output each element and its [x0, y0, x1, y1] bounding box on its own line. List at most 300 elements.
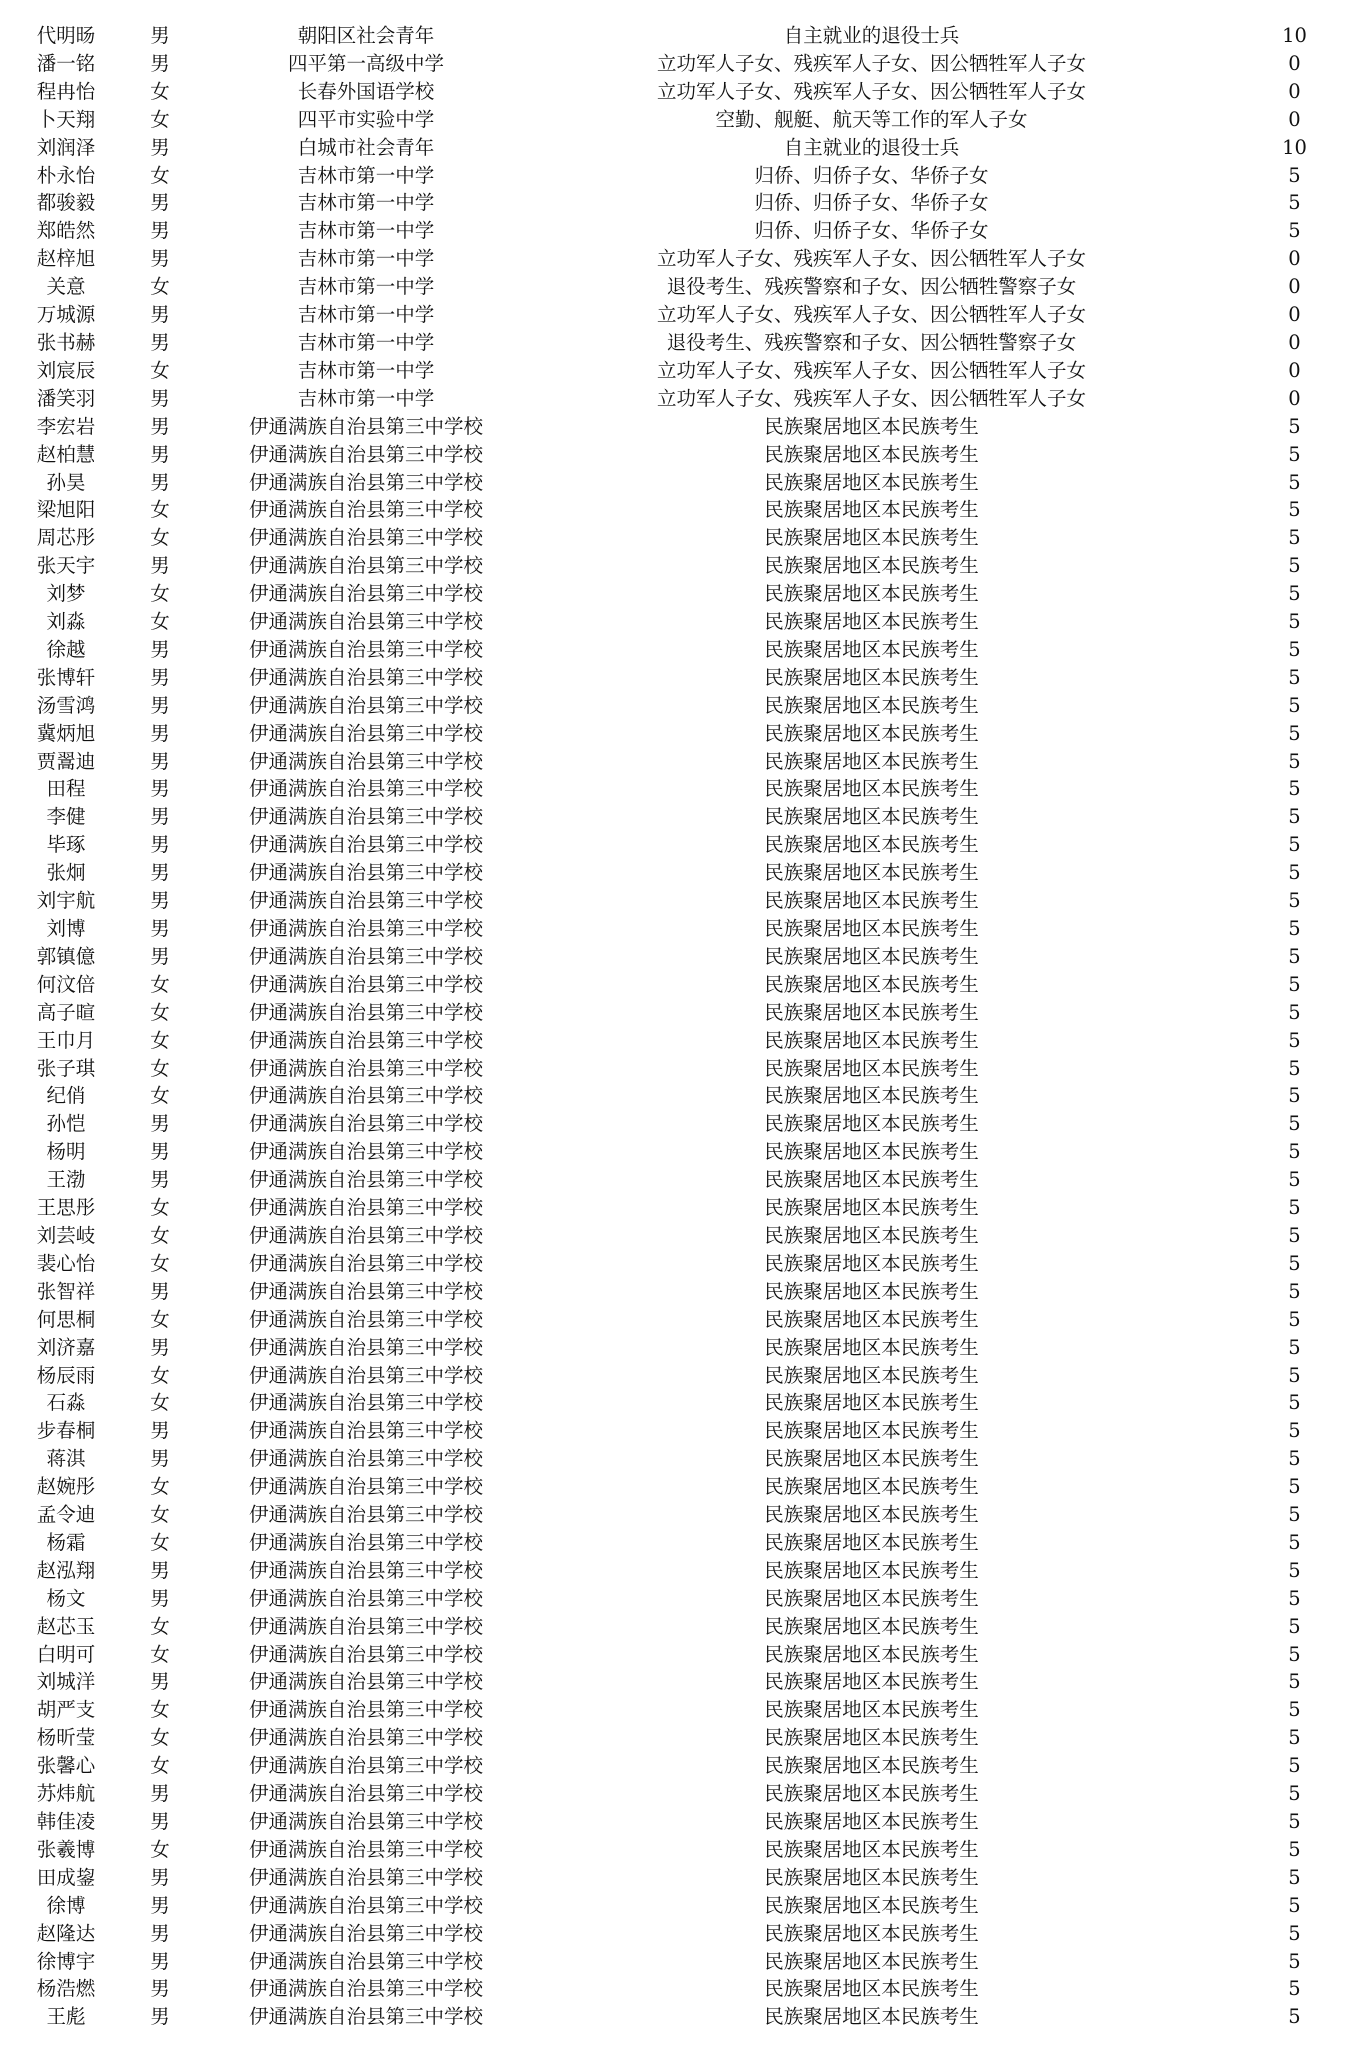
cell-name: 杨文: [46, 1586, 86, 1610]
cell-gender: 男: [150, 665, 170, 689]
table-row: [26, 1780, 1364, 1808]
cell-gender: 男: [150, 1419, 170, 1443]
cell-gender: 男: [150, 1810, 170, 1833]
cell-points: 5: [1288, 1698, 1301, 1722]
cell-points: 5: [1288, 1865, 1301, 1889]
cell-name: 何思桐: [36, 1307, 96, 1331]
cell-name: 刘济嘉: [36, 1335, 96, 1359]
cell-policy: 归侨、归侨子女、华侨子女: [754, 163, 989, 187]
cell-points: 5: [1288, 163, 1301, 187]
table-row: [26, 162, 1364, 190]
cell-gender: 女: [150, 1196, 170, 1220]
cell-policy: 民族聚居地区本民族考生: [764, 470, 979, 494]
cell-points: 5: [1288, 777, 1301, 801]
cell-school: 吉林市第一中学: [297, 330, 435, 354]
cell-name: 李宏岩: [36, 414, 96, 438]
cell-school: 吉林市第一中学: [297, 358, 435, 382]
cell-name: 李健: [46, 805, 86, 829]
cell-gender: 女: [150, 1503, 170, 1527]
cell-policy: 民族聚居地区本民族考生: [764, 861, 979, 885]
table-row: [26, 608, 1364, 636]
table-row: [26, 1278, 1364, 1306]
cell-school: 伊通满族自治县第三中学校: [248, 526, 483, 550]
table-row: [26, 971, 1364, 999]
cell-name: 王思彤: [36, 1196, 96, 1220]
cell-name: 杨霜: [46, 1530, 86, 1554]
cell-policy: 民族聚居地区本民族考生: [764, 1363, 979, 1387]
cell-policy: 民族聚居地区本民族考生: [764, 1196, 979, 1220]
cell-points: 10: [1282, 135, 1307, 159]
cell-school: 伊通满族自治县第三中学校: [248, 1335, 483, 1359]
cell-policy: 民族聚居地区本民族考生: [764, 1307, 979, 1331]
cell-gender: 男: [150, 1335, 170, 1359]
cell-policy: 民族聚居地区本民族考生: [764, 1168, 979, 1192]
cell-school: 伊通满族自治县第三中学校: [248, 498, 483, 522]
cell-gender: 女: [150, 1726, 170, 1750]
cell-name: 徐越: [46, 637, 86, 661]
cell-points: 5: [1288, 1335, 1301, 1359]
cell-policy: 民族聚居地区本民族考生: [764, 1921, 979, 1945]
cell-name: 步春桐: [36, 1419, 96, 1443]
cell-school: 伊通满族自治县第三中学校: [248, 1363, 483, 1387]
table-row: [26, 1138, 1364, 1166]
cell-name: 石淼: [46, 1391, 86, 1415]
cell-gender: 女: [150, 1056, 170, 1080]
cell-gender: 男: [150, 303, 170, 327]
cell-gender: 男: [150, 1586, 170, 1610]
cell-policy: 民族聚居地区本民族考生: [764, 1475, 979, 1499]
table-row: [26, 1696, 1364, 1724]
table-row: [26, 1445, 1364, 1473]
table-row: [26, 1417, 1364, 1445]
cell-name: 赵隆达: [36, 1921, 96, 1945]
cell-policy: 民族聚居地区本民族考生: [764, 917, 979, 940]
cell-school: 伊通满族自治县第三中学校: [248, 721, 483, 745]
cell-policy: 民族聚居地区本民族考生: [764, 1837, 979, 1861]
cell-school: 伊通满族自治县第三中学校: [248, 1475, 483, 1499]
cell-school: 伊通满族自治县第三中学校: [248, 1140, 483, 1164]
cell-gender: 男: [150, 805, 170, 829]
cell-name: 何汶倍: [36, 972, 96, 996]
cell-name: 张智祥: [36, 1279, 96, 1303]
cell-gender: 男: [150, 386, 170, 410]
cell-name: 贾翯迪: [36, 749, 96, 773]
table-row: [26, 1557, 1364, 1585]
table-row: [26, 217, 1364, 245]
table-row: [26, 50, 1364, 78]
cell-school: 伊通满族自治县第三中学校: [248, 1642, 483, 1666]
cell-policy: 民族聚居地区本民族考生: [764, 554, 979, 578]
cell-school: 伊通满族自治县第三中学校: [248, 1391, 483, 1415]
cell-school: 伊通满族自治县第三中学校: [248, 1558, 483, 1582]
cell-gender: 男: [150, 889, 170, 913]
cell-points: 5: [1288, 1503, 1301, 1527]
cell-name: 蒋淇: [46, 1447, 86, 1471]
cell-points: 5: [1288, 1558, 1301, 1582]
table-row: [26, 1362, 1364, 1390]
cell-policy: 民族聚居地区本民族考生: [764, 637, 979, 661]
cell-name: 刘博: [46, 917, 86, 940]
table-row: [26, 2003, 1364, 2031]
cell-name: 程冉怡: [36, 79, 96, 103]
cell-gender: 男: [150, 442, 170, 466]
cell-points: 0: [1288, 247, 1301, 271]
cell-policy: 民族聚居地区本民族考生: [764, 1056, 979, 1080]
cell-policy: 民族聚居地区本民族考生: [764, 833, 979, 857]
cell-policy: 民族聚居地区本民族考生: [764, 1865, 979, 1889]
table-row: [26, 189, 1364, 217]
cell-name: 胡严支: [36, 1698, 96, 1722]
cell-policy: 民族聚居地区本民族考生: [764, 972, 979, 996]
cell-name: 王彪: [46, 2005, 86, 2029]
cell-policy: 民族聚居地区本民族考生: [764, 749, 979, 773]
cell-policy: 自主就业的退役士兵: [783, 24, 960, 47]
cell-school: 伊通满族自治县第三中学校: [248, 1977, 483, 2001]
cell-name: 张天宇: [36, 554, 96, 578]
cell-name: 刘淼: [46, 610, 86, 634]
cell-points: 5: [1288, 1949, 1301, 1973]
table-row: [26, 636, 1364, 664]
cell-name: 徐博: [46, 1893, 86, 1917]
cell-points: 5: [1288, 498, 1301, 522]
cell-policy: 民族聚居地区本民族考生: [764, 1084, 979, 1108]
cell-gender: 女: [150, 972, 170, 996]
cell-policy: 民族聚居地区本民族考生: [764, 1614, 979, 1638]
table-row: [26, 385, 1364, 413]
cell-policy: 民族聚居地区本民族考生: [764, 777, 979, 801]
cell-policy: 民族聚居地区本民族考生: [764, 1810, 979, 1833]
cell-school: 伊通满族自治县第三中学校: [248, 1810, 483, 1833]
cell-policy: 民族聚居地区本民族考生: [764, 693, 979, 717]
cell-policy: 民族聚居地区本民族考生: [764, 442, 979, 466]
cell-policy: 立功军人子女、残疾军人子女、因公牺牲军人子女: [656, 358, 1086, 382]
cell-gender: 男: [150, 1977, 170, 2001]
table-row: [26, 775, 1364, 803]
cell-school: 伊通满族自治县第三中学校: [248, 1614, 483, 1638]
cell-points: 5: [1288, 414, 1301, 438]
table-row: [26, 106, 1364, 134]
cell-points: 5: [1288, 1530, 1301, 1554]
cell-name: 万城源: [36, 303, 96, 327]
cell-name: 刘润泽: [36, 135, 96, 159]
cell-school: 伊通满族自治县第三中学校: [248, 1503, 483, 1527]
cell-policy: 民族聚居地区本民族考生: [764, 1419, 979, 1443]
cell-points: 0: [1288, 51, 1301, 75]
table-row: [26, 1864, 1364, 1892]
cell-school: 伊通满族自治县第三中学校: [248, 610, 483, 634]
cell-points: 5: [1288, 1837, 1301, 1861]
cell-name: 潘一铭: [36, 51, 96, 75]
cell-policy: 民族聚居地区本民族考生: [764, 889, 979, 913]
table-row: [26, 1920, 1364, 1948]
cell-points: 5: [1288, 721, 1301, 745]
table-row: [26, 1250, 1364, 1278]
table-row: [26, 1529, 1364, 1557]
cell-name: 刘宇航: [36, 889, 96, 913]
cell-name: 赵柏慧: [36, 442, 96, 466]
cell-points: 5: [1288, 219, 1301, 243]
table-row: [26, 664, 1364, 692]
cell-gender: 女: [150, 1754, 170, 1778]
cell-gender: 男: [150, 861, 170, 885]
cell-points: 5: [1288, 1893, 1301, 1917]
cell-points: 5: [1288, 637, 1301, 661]
cell-school: 吉林市第一中学: [297, 163, 435, 187]
cell-points: 5: [1288, 1196, 1301, 1220]
cell-school: 伊通满族自治县第三中学校: [248, 861, 483, 885]
cell-policy: 民族聚居地区本民族考生: [764, 414, 979, 438]
table-row: [26, 1613, 1364, 1641]
cell-name: 张炯: [46, 861, 86, 885]
cell-name: 张子琪: [36, 1056, 96, 1080]
cell-policy: 民族聚居地区本民族考生: [764, 1698, 979, 1722]
cell-gender: 女: [150, 275, 170, 299]
table-row: [26, 720, 1364, 748]
cell-name: 张馨心: [36, 1754, 96, 1778]
cell-school: 伊通满族自治县第三中学校: [248, 1419, 483, 1443]
cell-points: 5: [1288, 1475, 1301, 1499]
cell-policy: 民族聚居地区本民族考生: [764, 721, 979, 745]
cell-school: 伊通满族自治县第三中学校: [248, 1307, 483, 1331]
cell-points: 5: [1288, 1447, 1301, 1471]
cell-points: 5: [1288, 1977, 1301, 2001]
cell-gender: 男: [150, 917, 170, 940]
table-row: [26, 999, 1364, 1027]
cell-gender: 男: [150, 1140, 170, 1164]
table-row: [26, 1055, 1364, 1083]
cell-name: 徐博宇: [36, 1949, 96, 1973]
table-row: [26, 1027, 1364, 1055]
cell-name: 孙恺: [46, 1112, 86, 1136]
cell-points: 5: [1288, 1810, 1301, 1833]
cell-name: 赵泓翔: [36, 1558, 96, 1582]
cell-name: 田成鋆: [36, 1865, 96, 1889]
cell-school: 四平第一高级中学: [287, 51, 444, 75]
cell-school: 伊通满族自治县第三中学校: [248, 1168, 483, 1192]
cell-gender: 男: [150, 1670, 170, 1694]
cell-school: 伊通满族自治县第三中学校: [248, 805, 483, 829]
cell-school: 吉林市第一中学: [297, 191, 435, 215]
cell-gender: 男: [150, 219, 170, 243]
cell-points: 5: [1288, 1921, 1301, 1945]
cell-policy: 归侨、归侨子女、华侨子女: [754, 219, 989, 243]
cell-gender: 女: [150, 1475, 170, 1499]
cell-points: 5: [1288, 1307, 1301, 1331]
cell-gender: 男: [150, 1558, 170, 1582]
table-row: [26, 580, 1364, 608]
cell-name: 张书赫: [36, 330, 96, 354]
cell-gender: 男: [150, 1865, 170, 1889]
cell-school: 伊通满族自治县第三中学校: [248, 1949, 483, 1973]
cell-gender: 女: [150, 79, 170, 103]
cell-points: 5: [1288, 944, 1301, 968]
roster-table-body: [26, 22, 1364, 2031]
table-row: [26, 1222, 1364, 1250]
table-row: [26, 496, 1364, 524]
cell-policy: 民族聚居地区本民族考生: [764, 582, 979, 606]
cell-name: 刘芸岐: [36, 1223, 96, 1247]
cell-points: 0: [1288, 386, 1301, 410]
cell-school: 吉林市第一中学: [297, 386, 435, 410]
cell-name: 郭镇億: [36, 944, 96, 968]
cell-name: 毕琢: [46, 833, 86, 857]
table-row: [26, 1975, 1364, 2003]
cell-gender: 男: [150, 191, 170, 215]
cell-policy: 退役考生、残疾警察和子女、因公牺牲警察子女: [666, 275, 1077, 299]
table-row: [26, 134, 1364, 162]
cell-name: 刘梦: [46, 582, 86, 606]
table-row: [26, 915, 1364, 943]
cell-policy: 民族聚居地区本民族考生: [764, 1251, 979, 1275]
cell-name: 刘宸辰: [36, 358, 96, 382]
cell-points: 5: [1288, 1168, 1301, 1192]
cell-gender: 男: [150, 777, 170, 801]
cell-gender: 男: [150, 1168, 170, 1192]
cell-points: 5: [1288, 665, 1301, 689]
cell-points: 5: [1288, 1112, 1301, 1136]
cell-gender: 男: [150, 1112, 170, 1136]
cell-school: 伊通满族自治县第三中学校: [248, 1223, 483, 1247]
cell-policy: 民族聚居地区本民族考生: [764, 1447, 979, 1471]
cell-policy: 民族聚居地区本民族考生: [764, 526, 979, 550]
cell-school: 伊通满族自治县第三中学校: [248, 777, 483, 801]
cell-name: 杨浩燃: [36, 1977, 96, 2001]
cell-policy: 民族聚居地区本民族考生: [764, 1000, 979, 1024]
table-row: [26, 1389, 1364, 1417]
cell-school: 伊通满族自治县第三中学校: [248, 1084, 483, 1108]
table-row: [26, 78, 1364, 106]
cell-school: 伊通满族自治县第三中学校: [248, 1893, 483, 1917]
cell-gender: 男: [150, 1782, 170, 1806]
cell-policy: 民族聚居地区本民族考生: [764, 805, 979, 829]
cell-school: 伊通满族自治县第三中学校: [248, 414, 483, 438]
cell-points: 5: [1288, 1140, 1301, 1164]
cell-school: 伊通满族自治县第三中学校: [248, 1670, 483, 1694]
cell-name: 王巾月: [36, 1028, 96, 1052]
table-row: [26, 692, 1364, 720]
cell-school: 伊通满族自治县第三中学校: [248, 889, 483, 913]
cell-name: 杨明: [46, 1140, 86, 1164]
cell-points: 0: [1288, 330, 1301, 354]
table-row: [26, 329, 1364, 357]
cell-points: 5: [1288, 1279, 1301, 1303]
cell-points: 5: [1288, 833, 1301, 857]
cell-policy: 立功军人子女、残疾军人子女、因公牺牲军人子女: [656, 386, 1086, 410]
table-row: [26, 22, 1364, 50]
cell-gender: 男: [150, 721, 170, 745]
cell-points: 5: [1288, 582, 1301, 606]
cell-points: 5: [1288, 470, 1301, 494]
cell-gender: 男: [150, 1279, 170, 1303]
cell-gender: 男: [150, 554, 170, 578]
cell-points: 5: [1288, 191, 1301, 215]
cell-school: 伊通满族自治县第三中学校: [248, 1447, 483, 1471]
cell-policy: 立功军人子女、残疾军人子女、因公牺牲军人子女: [656, 247, 1086, 271]
cell-gender: 女: [150, 1837, 170, 1861]
cell-school: 伊通满族自治县第三中学校: [248, 1000, 483, 1024]
cell-policy: 立功军人子女、残疾军人子女、因公牺牲军人子女: [656, 51, 1086, 75]
cell-name: 潘笑羽: [36, 386, 96, 410]
cell-school: 四平市实验中学: [297, 107, 435, 131]
cell-points: 5: [1288, 554, 1301, 578]
cell-school: 伊通满族自治县第三中学校: [248, 1698, 483, 1722]
table-row: [26, 1752, 1364, 1780]
table-row: [26, 1585, 1364, 1613]
cell-policy: 民族聚居地区本民族考生: [764, 1503, 979, 1527]
cell-name: 冀炳旭: [36, 721, 96, 745]
cell-policy: 民族聚居地区本民族考生: [764, 1279, 979, 1303]
cell-points: 0: [1288, 358, 1301, 382]
cell-name: 赵婉彤: [36, 1475, 96, 1499]
table-row: [26, 831, 1364, 859]
document-page: [0, 22, 1367, 2031]
cell-name: 赵梓旭: [36, 247, 96, 271]
cell-points: 5: [1288, 610, 1301, 634]
table-row: [26, 887, 1364, 915]
table-row: [26, 1808, 1364, 1836]
cell-points: 5: [1288, 1642, 1301, 1666]
cell-gender: 男: [150, 135, 170, 159]
cell-gender: 男: [150, 944, 170, 968]
cell-points: 5: [1288, 1670, 1301, 1694]
cell-school: 伊通满族自治县第三中学校: [248, 470, 483, 494]
cell-policy: 民族聚居地区本民族考生: [764, 1223, 979, 1247]
table-row: [26, 552, 1364, 580]
cell-gender: 女: [150, 498, 170, 522]
cell-name: 汤雪鸿: [36, 693, 96, 717]
cell-school: 伊通满族自治县第三中学校: [248, 582, 483, 606]
cell-gender: 男: [150, 24, 170, 47]
cell-points: 0: [1288, 275, 1301, 299]
cell-gender: 女: [150, 1363, 170, 1387]
cell-policy: 民族聚居地区本民族考生: [764, 1754, 979, 1778]
cell-name: 田程: [46, 777, 86, 801]
cell-name: 梁旭阳: [36, 498, 96, 522]
cell-school: 伊通满族自治县第三中学校: [248, 833, 483, 857]
table-row: [26, 1724, 1364, 1752]
cell-policy: 退役考生、残疾警察和子女、因公牺牲警察子女: [666, 330, 1077, 354]
cell-name: 朴永怡: [36, 163, 96, 187]
cell-name: 关意: [46, 275, 86, 299]
cell-name: 裴心怡: [36, 1251, 96, 1275]
cell-points: 5: [1288, 1056, 1301, 1080]
cell-gender: 男: [150, 749, 170, 773]
table-row: [26, 273, 1364, 301]
cell-name: 刘城洋: [36, 1670, 96, 1694]
cell-gender: 男: [150, 1921, 170, 1945]
cell-policy: 民族聚居地区本民族考生: [764, 944, 979, 968]
cell-points: 5: [1288, 805, 1301, 829]
cell-school: 伊通满族自治县第三中学校: [248, 1586, 483, 1610]
table-row: [26, 1166, 1364, 1194]
cell-school: 伊通满族自治县第三中学校: [248, 1530, 483, 1554]
cell-school: 长春外国语学校: [297, 79, 435, 103]
cell-name: 白明可: [36, 1642, 96, 1666]
cell-policy: 民族聚居地区本民族考生: [764, 498, 979, 522]
cell-policy: 民族聚居地区本民族考生: [764, 1112, 979, 1136]
cell-name: 高子暄: [36, 1000, 96, 1024]
cell-school: 吉林市第一中学: [297, 247, 435, 271]
cell-school: 伊通满族自治县第三中学校: [248, 1251, 483, 1275]
table-row: [26, 245, 1364, 273]
cell-school: 白城市社会青年: [297, 135, 435, 159]
table-row: [26, 1194, 1364, 1222]
cell-school: 伊通满族自治县第三中学校: [248, 1726, 483, 1750]
cell-school: 伊通满族自治县第三中学校: [248, 749, 483, 773]
cell-gender: 女: [150, 1698, 170, 1722]
cell-points: 5: [1288, 889, 1301, 913]
cell-school: 伊通满族自治县第三中学校: [248, 1837, 483, 1861]
